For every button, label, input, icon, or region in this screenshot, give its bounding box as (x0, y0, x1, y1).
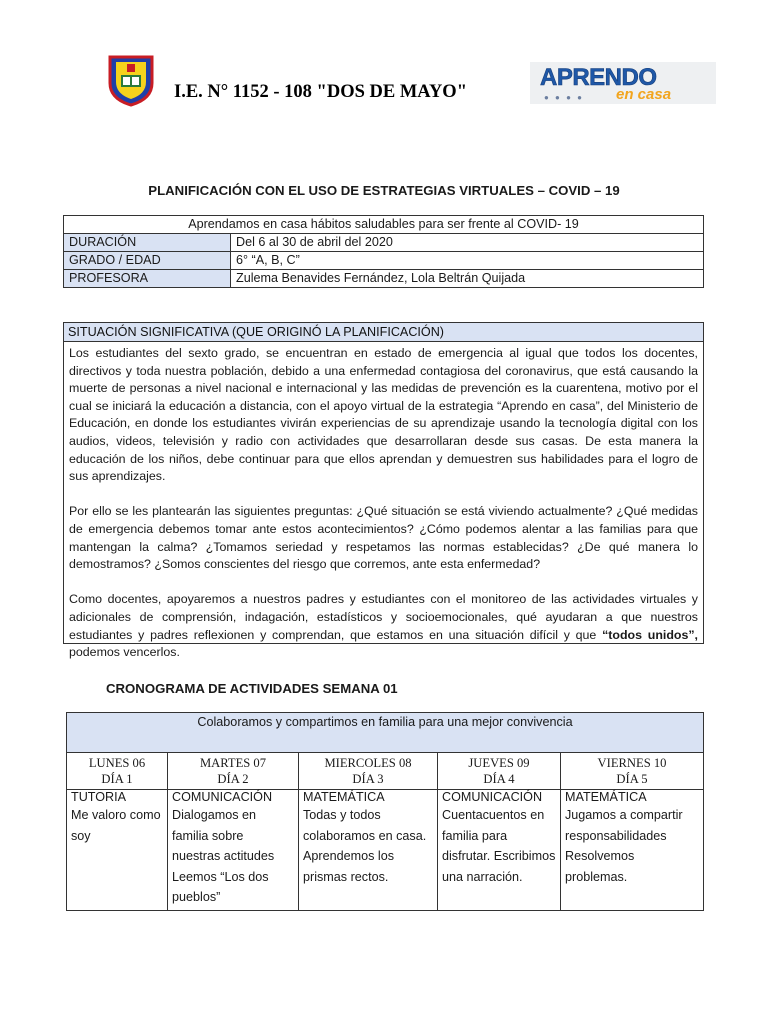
info-value-duration: Del 6 al 30 de abril del 2020 (231, 234, 704, 252)
activity-text: Dialogamos en familia sobre nuestras actitudes Leemos “Los dos pueblos” (172, 808, 275, 904)
area-label: MATEMÁTICA (303, 790, 385, 804)
info-label-duration: DURACIÓN (64, 234, 231, 252)
situation-paragraph-2: Por ello se les plantearán las siguientes preguntas: ¿Qué situación se está viviendo actualmente? ¿Qué medidas de emergencia debemos tomar ante estos acontecimientos? ¿Cómo podemos alentar a las familias para que mantengan la calma? ¿Tomamos seriedad y respetamos las normas establecidas? ¿De qué manera lo demostramos? ¿Somos conscientes del riesgo que corremos, ante esta enfermedad? (69, 504, 698, 572)
school-crest-logo (106, 53, 156, 107)
school-name: I.E. N° 1152 - 108 "DOS DE MAYO" (174, 82, 467, 102)
situation-title: SITUACIÓN SIGNIFICATIVA (QUE ORIGINÓ LA PLANIFICACIÓN) (64, 323, 703, 342)
aprendo-en-casa-logo (530, 62, 716, 104)
day-number: DÍA 4 (483, 772, 515, 786)
day-name: VIERNES 10 (597, 756, 667, 770)
activity-cell-3 (299, 790, 438, 911)
info-row-grade (64, 252, 704, 270)
activity-text: Cuentacuentos en familia para disfrutar. Escribimos una narración. (442, 808, 556, 884)
activity-cell-2 (168, 790, 299, 911)
day-number: DÍA 2 (217, 772, 249, 786)
day-header-4 (438, 753, 561, 790)
info-value-teacher: Zulema Benavides Fernández, Lola Beltrán Quijada (231, 270, 704, 288)
schedule-title: CRONOGRAMA DE ACTIVIDADES SEMANA 01 (106, 681, 398, 696)
day-name: LUNES 06 (88, 756, 146, 770)
info-label-teacher: PROFESORA (64, 270, 231, 288)
schedule-table (66, 712, 704, 911)
situation-p3-emphasis: “todos unidos”, (602, 627, 698, 642)
area-label: COMUNICACIÓN (172, 790, 273, 804)
activity-text: Me valoro como soy (71, 808, 161, 843)
area-label: TUTORIA (71, 790, 127, 804)
day-header-2 (168, 753, 299, 790)
situation-p3-end: podemos vencerlos. (69, 645, 180, 660)
info-value-grade: 6° “A, B, C” (231, 252, 704, 270)
schedule-activities-row (67, 790, 704, 911)
info-heading: Aprendamos en casa hábitos saludables para ser frente al COVID- 19 (64, 216, 704, 234)
day-number: DÍA 3 (352, 772, 384, 786)
brand-word-en-casa: en casa (616, 86, 672, 103)
situation-paragraph-3 (69, 591, 698, 661)
schedule-days-row (67, 753, 704, 790)
activity-text: Todas y todos colaboramos en casa. Aprendemos los prismas rectos. (303, 808, 427, 884)
activity-cell-1 (67, 790, 168, 911)
day-name: MIERCOLES 08 (324, 756, 412, 770)
area-label: COMUNICACIÓN (442, 790, 543, 804)
brand-dots-decoration: ● ● ● ● (544, 93, 584, 102)
day-header-3 (299, 753, 438, 790)
day-number: DÍA 1 (101, 772, 133, 786)
day-header-5 (561, 753, 704, 790)
schedule-banner-row (67, 713, 704, 753)
info-row-duration (64, 234, 704, 252)
day-name: MARTES 07 (199, 756, 267, 770)
info-table (63, 215, 704, 288)
day-header-1 (67, 753, 168, 790)
day-number: DÍA 5 (616, 772, 648, 786)
activity-cell-4 (438, 790, 561, 911)
plan-title: PLANIFICACIÓN CON EL USO DE ESTRATEGIAS VIRTUALES – COVID – 19 (148, 183, 620, 198)
info-row-teacher (64, 270, 704, 288)
area-label: MATEMÁTICA (565, 790, 647, 804)
situation-paragraph-1: Los estudiantes del sexto grado, se encuentran en estado de emergencia al igual que todos los docentes, directivos y toda nuestra población, debido a una enfermedad contagiosa del coronavirus, que está causando la muerte de personas a nivel nacional e internacional y las medidas de prevención es la cuarentena, motivo por el cual se iniciará la educación a distancia, con el apoyo virtual de la estrategia “Aprendo en casa”, del Ministerio de Educación, en donde los estudiantes vivirán experiencias de su aprendizaje usando la tecnología digital con los audios, videos, televisión y radio con actividades que desarrollaran desde sus casas. De esta manera la educación de los niños, debe continuar para que ellos aprendan y demuestren sus habilidades para el logro de sus aprendizajes. (69, 346, 698, 484)
info-label-grade: GRADO / EDAD (64, 252, 231, 270)
activity-text: Jugamos a compartir responsabilidades Resolvemos problemas. (565, 808, 683, 884)
situation-p3-text: Como docentes, apoyaremos a nuestros padres y estudiantes con el monitoreo de las actividades virtuales y adicionales de comprensión, indagación, estadísticos y socioemocionales, qué ayudaran a que nuestros estudiantes y padres reflexionen y comprendan, que estamos en una situación difícil y que (69, 592, 698, 642)
day-name: JUEVES 09 (468, 756, 530, 770)
activity-cell-5 (561, 790, 704, 911)
situation-body (64, 342, 703, 662)
info-heading-row (64, 216, 704, 234)
schedule-banner: Colaboramos y compartimos en familia para una mejor convivencia (67, 713, 704, 753)
brand-word-aprendo: APRENDO (540, 64, 657, 91)
situation-box (63, 322, 704, 660)
